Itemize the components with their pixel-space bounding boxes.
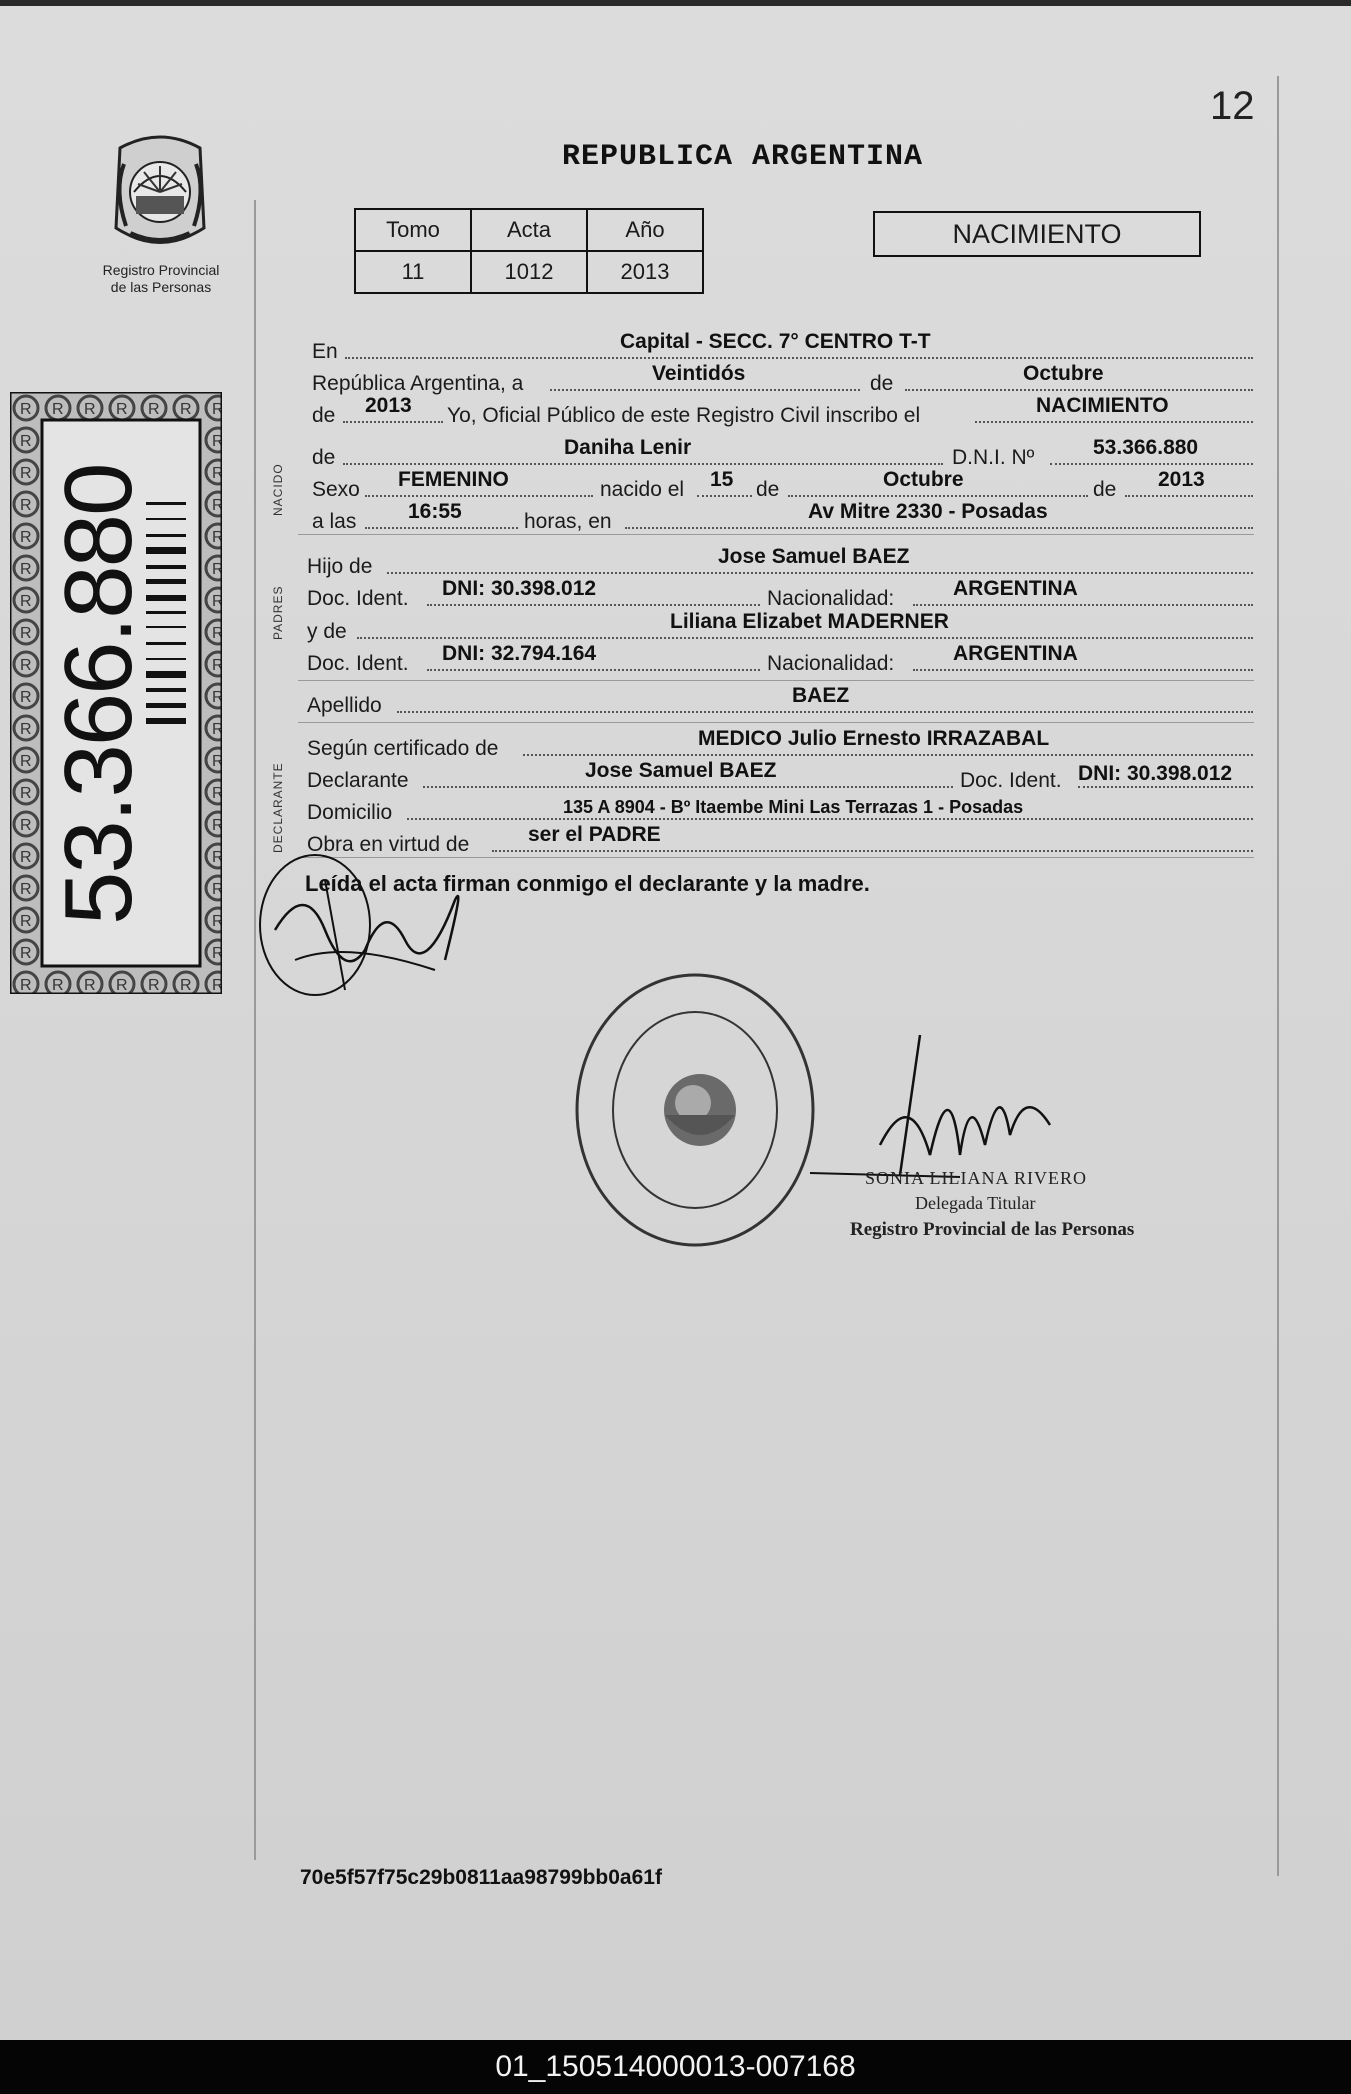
- value-apellido: BAEZ: [792, 684, 850, 707]
- header-anio: Año: [587, 209, 703, 251]
- value-tomo: 11: [355, 251, 471, 293]
- label-de-anio: de: [312, 404, 336, 427]
- value-padre-doc: DNI: 30.398.012: [442, 577, 597, 600]
- dots-madre-doc: [427, 668, 760, 671]
- label-segun: Según certificado de: [307, 737, 499, 760]
- dots-apellido: [397, 710, 1253, 713]
- official-role: Delegada Titular: [915, 1193, 1036, 1213]
- official-seal-stamp: [565, 965, 825, 1255]
- label-declarante: Declarante: [307, 769, 409, 792]
- document-hash: 70e5f57f75c29b0811aa98799bb0a61f: [300, 1866, 662, 1889]
- label-de-nombre: de: [312, 446, 336, 469]
- label-de-mes-nac: de: [756, 478, 780, 501]
- dots-en: [345, 356, 1253, 359]
- dots-madre: [357, 636, 1253, 639]
- divider-apellido: [298, 722, 1254, 723]
- label-doc-ident-declarante: Doc. Ident.: [960, 769, 1062, 792]
- label-de-mes: de: [870, 372, 894, 395]
- header-acta: Acta: [471, 209, 587, 251]
- declarant-signature: [255, 840, 485, 1010]
- header-tomo: Tomo: [355, 209, 471, 251]
- divider-padres: [298, 680, 1254, 681]
- dots-lugar-nac: [625, 526, 1253, 529]
- right-margin-rule: [1277, 76, 1279, 1876]
- value-certificado: MEDICO Julio Ernesto IRRAZABAL: [698, 727, 1050, 750]
- closing-statement: Leída el acta firman conmigo el declarante y la madre.: [305, 871, 870, 896]
- side-label-padres: PADRES: [271, 585, 285, 640]
- label-republica: República Argentina, a: [312, 372, 524, 395]
- registry-caption-line1: Registro Provincial: [102, 262, 220, 278]
- tomo-acta-anio-table: [354, 208, 704, 294]
- label-y-de: y de: [307, 620, 347, 643]
- value-declarante: Jose Samuel BAEZ: [585, 759, 777, 782]
- official-organization: Registro Provincial de las Personas: [850, 1219, 1135, 1240]
- value-mes-nac: Octubre: [883, 468, 964, 491]
- value-nombre: Daniha Lenir: [564, 436, 692, 459]
- value-mes: Octubre: [1023, 362, 1104, 385]
- value-madre-doc: DNI: 32.794.164: [442, 642, 597, 665]
- dots-anio: [343, 420, 443, 423]
- label-nacido-el: nacido el: [600, 478, 685, 501]
- label-hijo-de: Hijo de: [307, 555, 373, 578]
- dots-padre-doc: [427, 603, 760, 606]
- label-sexo: Sexo: [312, 478, 360, 501]
- dots-padre-nac: [913, 603, 1253, 606]
- dots-dni: [1050, 462, 1253, 465]
- value-madre: Liliana Elizabet MADERNER: [670, 610, 949, 633]
- dots-mes-nac: [788, 494, 1088, 497]
- value-obra: ser el PADRE: [528, 823, 661, 846]
- value-declarante-doc: DNI: 30.398.012: [1078, 762, 1233, 785]
- registry-caption-line2: de las Personas: [110, 279, 212, 295]
- value-lugar: Capital - SECC. 7° CENTRO T-T: [620, 330, 931, 353]
- dots-declarante: [423, 785, 953, 788]
- value-hora: 16:55: [408, 500, 462, 523]
- dots-nombre: [343, 462, 943, 465]
- value-lugar-nac: Av Mitre 2330 - Posadas: [808, 500, 1048, 523]
- dots-obra: [492, 849, 1253, 852]
- dots-declarante-doc: [1078, 785, 1253, 788]
- value-acto: NACIMIENTO: [1036, 394, 1169, 417]
- value-madre-nac: ARGENTINA: [953, 642, 1078, 665]
- value-anio: 2013: [587, 251, 703, 293]
- label-obra: Obra en virtud de: [307, 833, 470, 856]
- dots-dia-nac: [697, 494, 752, 497]
- value-padre: Jose Samuel BAEZ: [718, 545, 910, 568]
- label-apellido: Apellido: [307, 694, 382, 717]
- value-dia-nac: 15: [710, 468, 734, 491]
- value-acta: 1012: [471, 251, 587, 293]
- label-horas-en: horas, en: [524, 510, 612, 533]
- dots-certificado: [523, 753, 1253, 756]
- dots-hora: [365, 526, 518, 529]
- label-domicilio: Domicilio: [307, 801, 393, 824]
- barcode-number: 53.366.880: [45, 464, 152, 925]
- dots-dia: [550, 388, 860, 391]
- value-dia-letras: Veintidós: [652, 362, 746, 385]
- label-nacionalidad-madre: Nacionalidad:: [767, 652, 895, 675]
- label-dni-no: D.N.I. Nº: [952, 446, 1035, 469]
- label-yo-oficial: Yo, Oficial Público de este Registro Civil inscribo el: [447, 404, 921, 427]
- scan-top-edge: [0, 0, 1351, 6]
- official-signature: [810, 1025, 1070, 1185]
- footer-id: 01_150514000013-007168: [0, 2040, 1351, 2094]
- value-sexo: FEMENINO: [398, 468, 509, 491]
- registry-caption: [86, 262, 236, 296]
- value-padre-nac: ARGENTINA: [953, 577, 1078, 600]
- province-emblem: [100, 130, 220, 260]
- label-doc-ident-madre: Doc. Ident.: [307, 652, 409, 675]
- value-dni: 53.366.880: [1093, 436, 1199, 459]
- dots-padre: [387, 571, 1253, 574]
- dots-mes: [905, 388, 1253, 391]
- dots-acto: [975, 420, 1253, 423]
- side-label-declarante: DECLARANTE: [271, 762, 285, 853]
- dots-sexo: [365, 494, 593, 497]
- record-type-box: NACIMIENTO: [873, 211, 1201, 257]
- page-number: 12: [1210, 84, 1255, 128]
- left-margin-rule: [254, 200, 256, 1860]
- label-de-anio-nac: de: [1093, 478, 1117, 501]
- side-label-nacido: NACIDO: [271, 463, 285, 516]
- label-doc-ident-padre: Doc. Ident.: [307, 587, 409, 610]
- dots-madre-nac: [913, 668, 1253, 671]
- label-en: En: [312, 340, 338, 363]
- label-nacionalidad-padre: Nacionalidad:: [767, 587, 895, 610]
- value-anio: 2013: [365, 394, 412, 417]
- label-a-las: a las: [312, 510, 357, 533]
- official-name: SONIA LILIANA RIVERO: [865, 1168, 1087, 1188]
- dots-anio-nac: [1125, 494, 1253, 497]
- value-anio-nac: 2013: [1158, 468, 1205, 491]
- divider-nacido: [298, 534, 1254, 535]
- value-domicilio: 135 A 8904 - Bº Itaembe Mini Las Terrazas 1 - Posadas: [563, 797, 1024, 817]
- document-title: REPUBLICA ARGENTINA: [562, 140, 924, 174]
